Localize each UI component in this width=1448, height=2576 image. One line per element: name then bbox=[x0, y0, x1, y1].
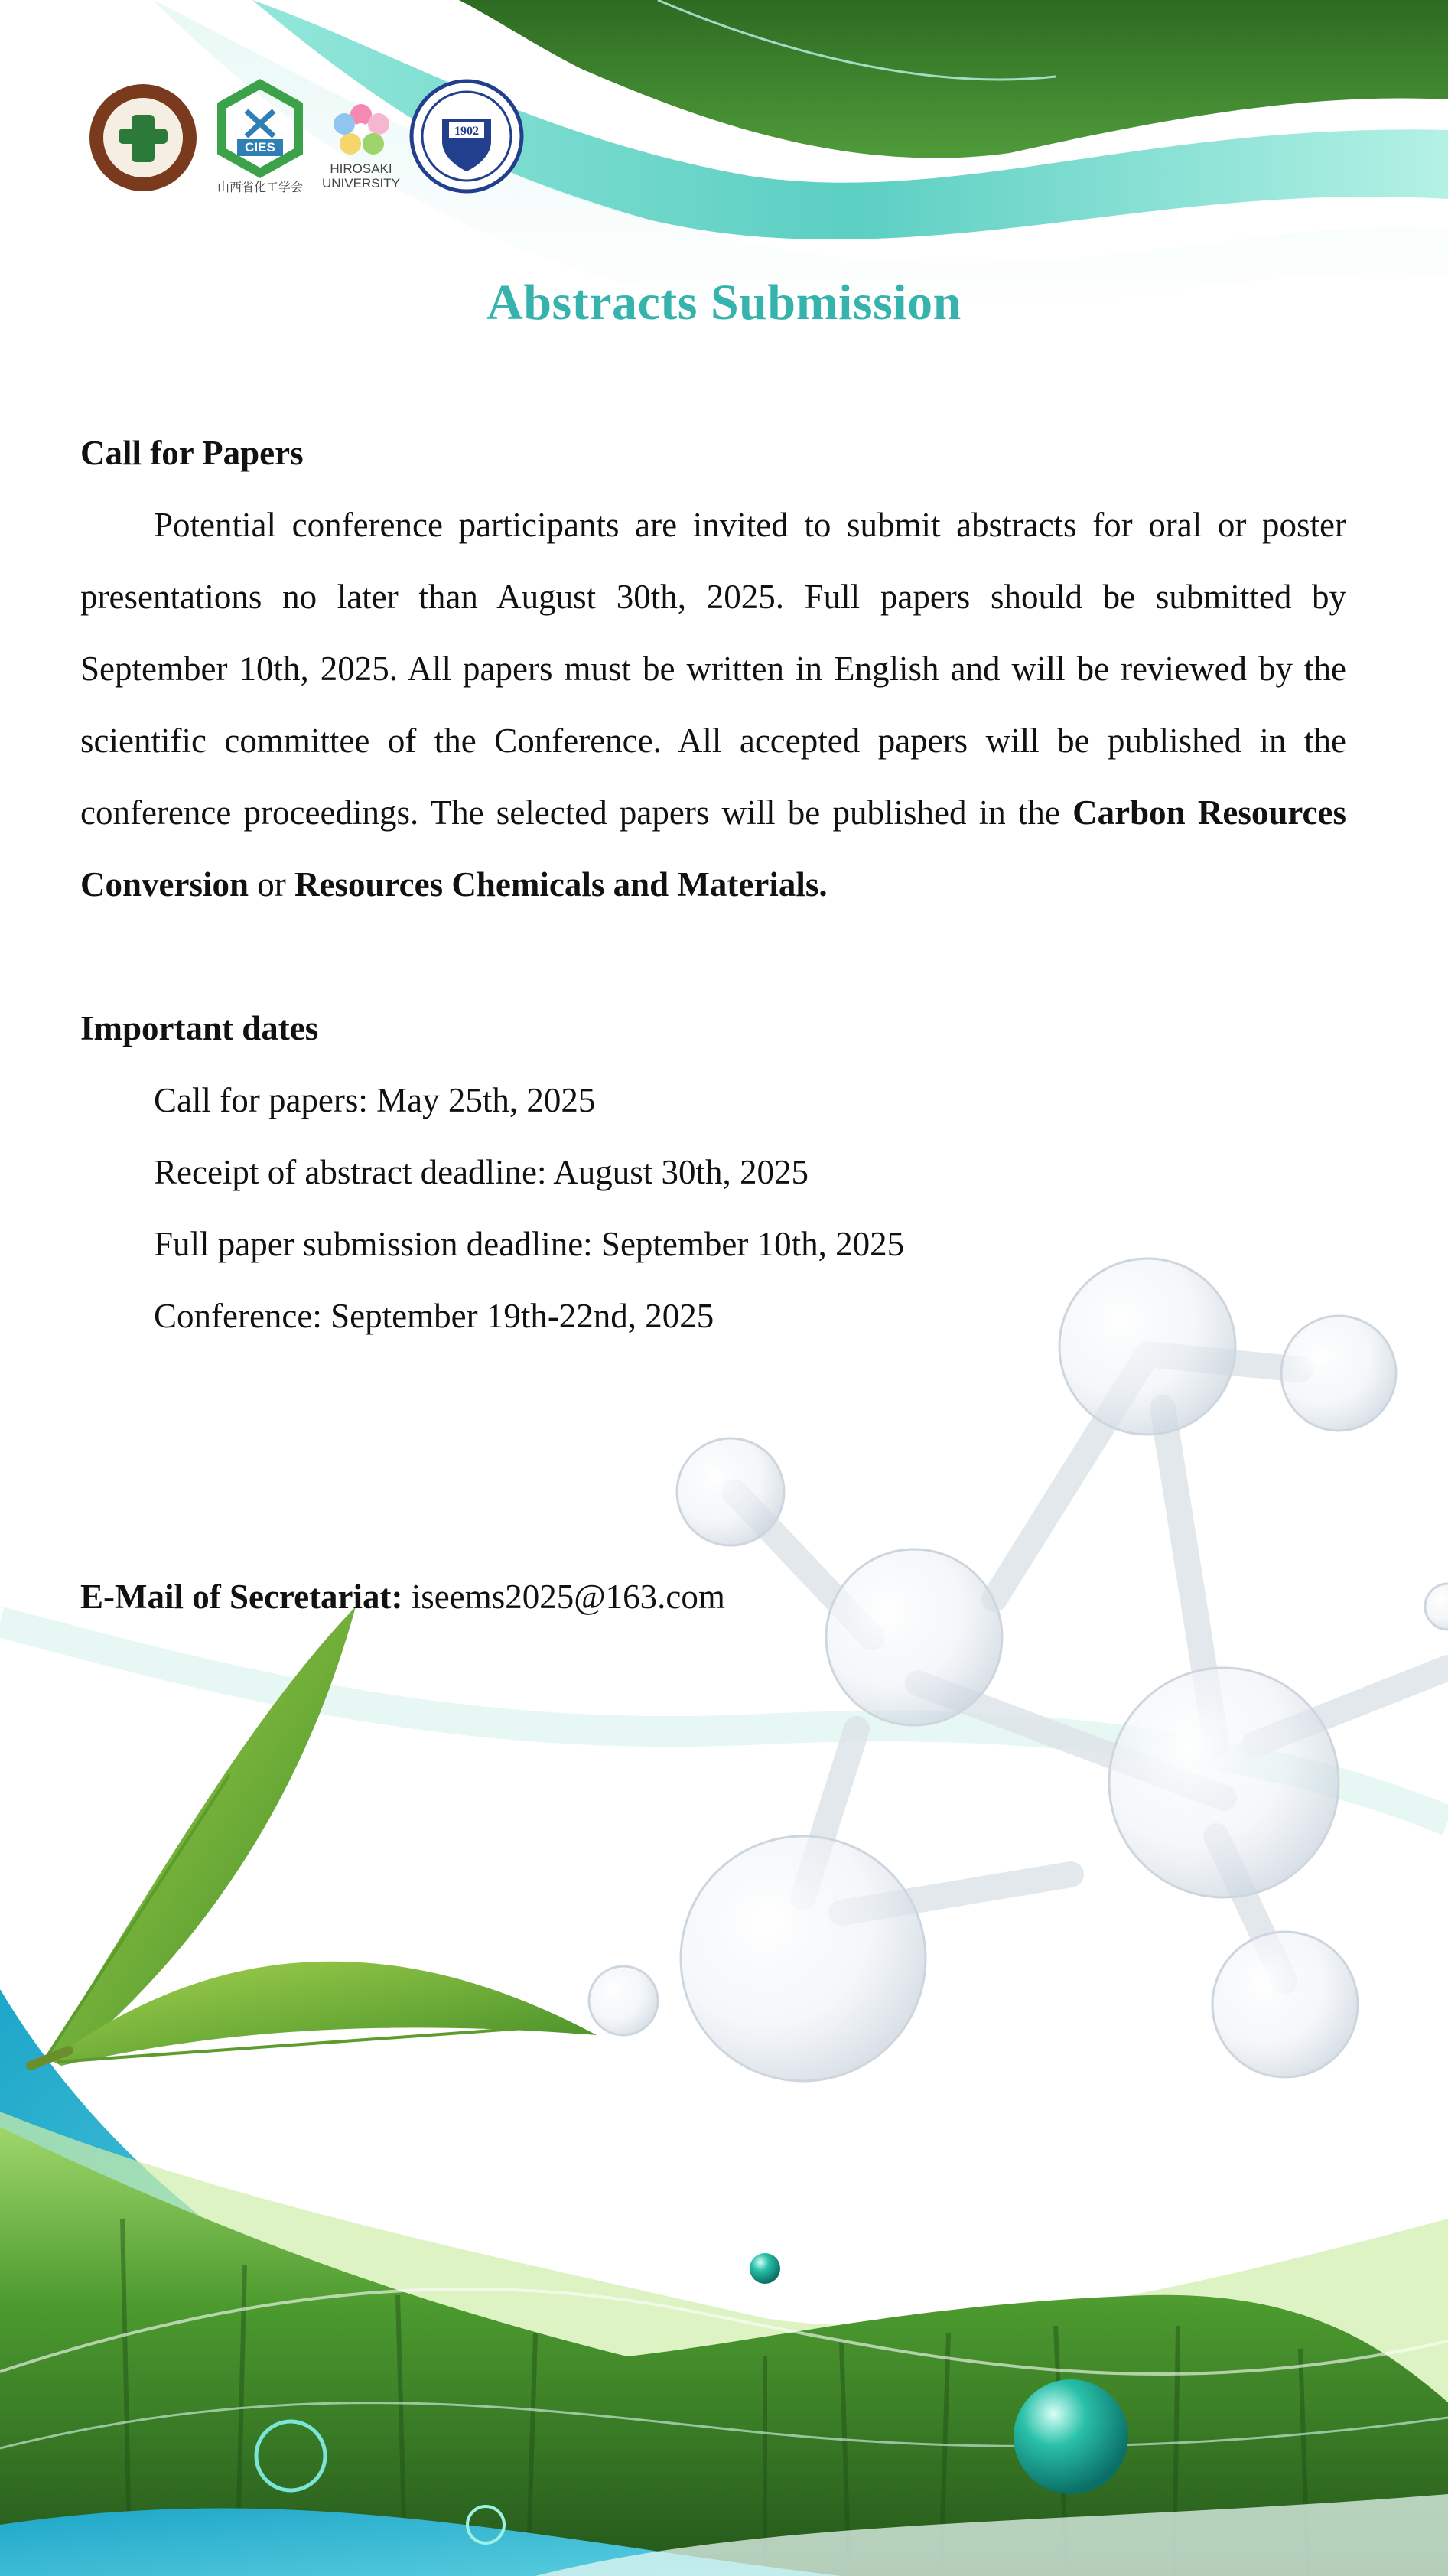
date-item-full-paper-deadline: Full paper submission deadline: September 10th, 2025 bbox=[154, 1225, 905, 1263]
taiyuan-university-seal-icon bbox=[412, 81, 522, 191]
svg-text:山西省化工学会: 山西省化工学会 bbox=[216, 180, 304, 194]
call-for-papers-body: Potential conference participants are invited to submit abstracts for oral or poster presentations no later than August 30th, 2025. Full papers should be submitted by September 10th, 2025. All papers must be written in English and will be reviewed by the scientific committee of the Conference. All accepted papers will be published in the conference proceedings. The selected papers will be published in the bbox=[80, 506, 1346, 832]
date-item-call-for-papers: Call for papers: May 25th, 2025 bbox=[154, 1081, 596, 1119]
call-for-papers-paragraph bbox=[80, 489, 1346, 920]
svg-text:HIROSAKI: HIROSAKI bbox=[330, 161, 392, 176]
cies-logo-icon bbox=[217, 84, 303, 194]
secretariat-contact bbox=[80, 1561, 725, 1633]
page-title: Abstracts Submission bbox=[486, 275, 962, 331]
journal-name-1: Carbon Resources Conversion bbox=[80, 793, 1346, 904]
logo-row bbox=[84, 77, 528, 199]
call-for-papers-heading: Call for Papers bbox=[80, 434, 304, 472]
journal-name-2: Resources Chemicals and Materials. bbox=[294, 865, 828, 904]
date-item-abstract-deadline: Receipt of abstract deadline: August 30th, 2025 bbox=[154, 1153, 809, 1191]
hirosaki-logo-icon bbox=[322, 104, 400, 191]
university-seal-icon bbox=[89, 84, 197, 191]
email-label: E-Mail of Secretariat: bbox=[80, 1578, 403, 1616]
main-content bbox=[80, 417, 1346, 1352]
svg-text:CIES: CIES bbox=[245, 140, 275, 155]
date-item-conference: Conference: September 19th-22nd, 2025 bbox=[154, 1297, 714, 1335]
journal-connector: or bbox=[249, 865, 295, 904]
logo-row-svg bbox=[84, 77, 528, 199]
svg-text:1902: 1902 bbox=[454, 125, 479, 138]
important-dates-heading: Important dates bbox=[80, 1009, 319, 1047]
section-spacer bbox=[80, 920, 1346, 992]
svg-text:UNIVERSITY: UNIVERSITY bbox=[321, 176, 401, 191]
email-address-link[interactable]: iseems2025@163.com bbox=[402, 1578, 725, 1616]
